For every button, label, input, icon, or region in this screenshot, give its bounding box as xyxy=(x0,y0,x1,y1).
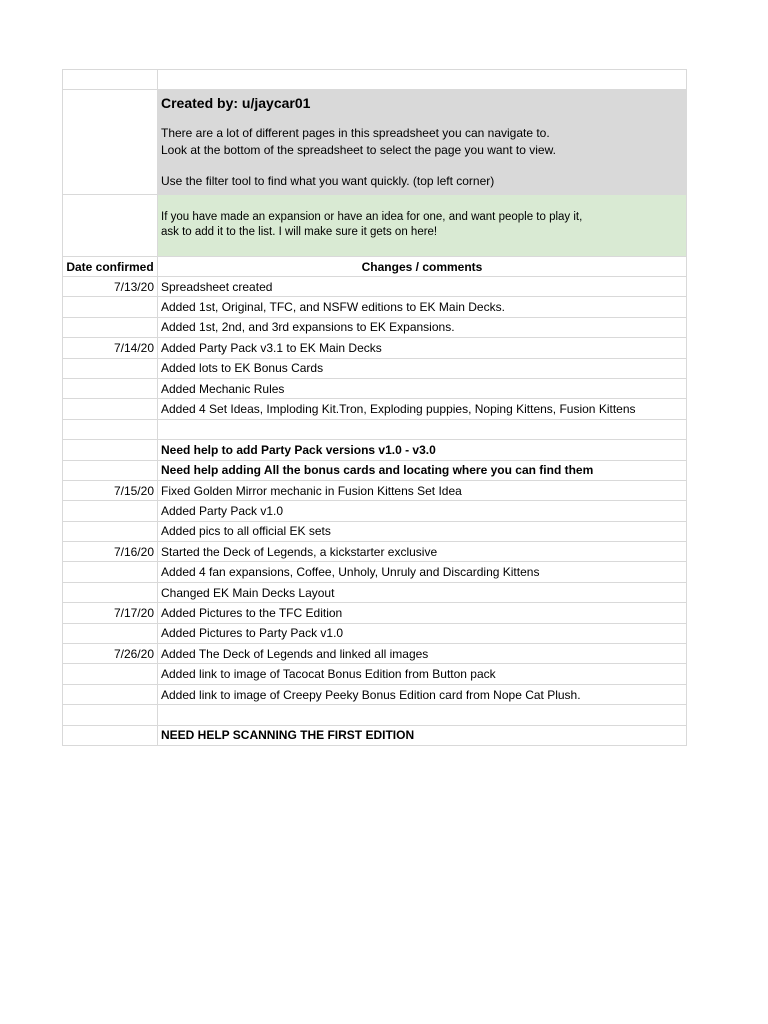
date-cell[interactable] xyxy=(63,379,158,398)
change-cell[interactable] xyxy=(158,420,686,439)
table-row xyxy=(63,522,686,542)
table-row xyxy=(63,705,686,725)
info-cell[interactable] xyxy=(158,90,686,194)
blank-row xyxy=(63,70,686,90)
info-line-3: Use the filter tool to find what you want quickly. (top left corner) xyxy=(161,174,495,188)
date-cell[interactable] xyxy=(63,562,158,581)
table-row xyxy=(63,420,686,440)
change-cell[interactable]: Added Pictures to Party Pack v1.0 xyxy=(161,626,344,641)
date-cell[interactable] xyxy=(63,318,158,337)
spreadsheet-table xyxy=(62,69,687,746)
table-row xyxy=(63,726,686,746)
change-cell[interactable]: Added 1st, Original, TFC, and NSFW editions to EK Main Decks. xyxy=(161,300,505,315)
date-cell[interactable] xyxy=(63,420,158,439)
date-cell[interactable] xyxy=(63,726,158,745)
date-cell[interactable]: 7/26/20 xyxy=(63,644,158,663)
change-cell[interactable]: Added pics to all official EK sets xyxy=(161,524,331,539)
date-cell[interactable] xyxy=(63,685,158,704)
change-cell[interactable]: Spreadsheet created xyxy=(161,279,273,294)
table-row xyxy=(63,359,686,379)
date-cell[interactable] xyxy=(63,461,158,480)
table-row xyxy=(63,297,686,317)
table-row xyxy=(63,562,686,582)
date-cell[interactable]: 7/14/20 xyxy=(63,338,158,357)
change-cell[interactable]: Added 4 fan expansions, Coffee, Unholy, Unruly and Discarding Kittens xyxy=(161,565,540,580)
table-row xyxy=(63,461,686,481)
change-cell[interactable]: Added The Deck of Legends and linked all images xyxy=(161,646,429,661)
table-row xyxy=(63,624,686,644)
header-date-confirmed[interactable]: Date confirmed xyxy=(63,257,158,276)
table-row xyxy=(63,399,686,419)
change-cell[interactable]: Added 1st, 2nd, and 3rd expansions to EK Expansions. xyxy=(161,320,455,335)
change-cell[interactable]: Added Party Pack v3.1 to EK Main Decks xyxy=(161,340,382,355)
table-row xyxy=(63,644,686,664)
notice-line-2: ask to add it to the list. I will make sure it gets on here! xyxy=(161,226,438,238)
change-cell[interactable]: Fixed Golden Mirror mechanic in Fusion Kittens Set Idea xyxy=(161,483,462,498)
date-cell[interactable] xyxy=(63,297,158,316)
change-cell[interactable] xyxy=(158,705,686,724)
change-cell[interactable]: Added Mechanic Rules xyxy=(161,381,285,396)
change-cell[interactable]: Changed EK Main Decks Layout xyxy=(161,585,335,600)
date-cell[interactable] xyxy=(63,440,158,459)
date-cell[interactable] xyxy=(63,522,158,541)
creator-title: Created by: u/jaycar01 xyxy=(161,95,311,111)
table-row xyxy=(63,338,686,358)
notice-cell[interactable] xyxy=(158,195,686,256)
info-line-1: There are a lot of different pages in this spreadsheet you can navigate to. xyxy=(161,126,550,140)
cell-main[interactable] xyxy=(158,70,686,89)
date-cell[interactable]: 7/13/20 xyxy=(63,277,158,296)
change-cell[interactable]: Need help to add Party Pack versions v1.0 - v3.0 xyxy=(161,442,436,457)
header-row xyxy=(63,257,686,277)
table-row xyxy=(63,379,686,399)
change-cell[interactable]: NEED HELP SCANNING THE FIRST EDITION xyxy=(161,728,415,743)
change-cell[interactable]: Added link to image of Creepy Peeky Bonus Edition card from Nope Cat Plush. xyxy=(161,687,581,702)
change-cell[interactable]: Added Pictures to the TFC Edition xyxy=(161,605,343,620)
notice-line-1: If you have made an expansion or have an idea for one, and want people to play it, xyxy=(161,211,583,223)
change-cell[interactable]: Started the Deck of Legends, a kickstarter exclusive xyxy=(161,544,438,559)
info-line-2: Look at the bottom of the spreadsheet to select the page you want to view. xyxy=(161,143,556,157)
date-cell[interactable] xyxy=(63,624,158,643)
table-row xyxy=(63,440,686,460)
change-cell[interactable]: Added 4 Set Ideas, Imploding Kit.Tron, Exploding puppies, Noping Kittens, Fusion Kittens xyxy=(161,402,636,417)
info-row xyxy=(63,90,686,195)
date-cell[interactable] xyxy=(63,664,158,683)
table-row xyxy=(63,542,686,562)
change-cell[interactable]: Added lots to EK Bonus Cards xyxy=(161,361,324,376)
table-row xyxy=(63,277,686,297)
change-cell[interactable]: Added Party Pack v1.0 xyxy=(161,503,284,518)
table-row xyxy=(63,501,686,521)
date-cell[interactable] xyxy=(63,705,158,724)
table-row xyxy=(63,664,686,684)
changelog-rows xyxy=(63,277,686,746)
date-cell[interactable]: 7/16/20 xyxy=(63,542,158,561)
cell-date[interactable] xyxy=(63,90,158,194)
date-cell[interactable] xyxy=(63,501,158,520)
cell-date[interactable] xyxy=(63,70,158,89)
table-row xyxy=(63,603,686,623)
table-row xyxy=(63,318,686,338)
table-row xyxy=(63,481,686,501)
date-cell[interactable]: 7/15/20 xyxy=(63,481,158,500)
table-row xyxy=(63,583,686,603)
header-changes-comments[interactable]: Changes / comments xyxy=(361,259,483,274)
change-cell[interactable]: Added link to image of Tacocat Bonus Edition from Button pack xyxy=(161,667,496,682)
table-row xyxy=(63,685,686,705)
date-cell[interactable]: 7/17/20 xyxy=(63,603,158,622)
date-cell[interactable] xyxy=(63,399,158,418)
change-cell[interactable]: Need help adding All the bonus cards and locating where you can find them xyxy=(161,463,594,478)
notice-row xyxy=(63,195,686,257)
date-cell[interactable] xyxy=(63,583,158,602)
cell-date[interactable] xyxy=(63,195,158,256)
date-cell[interactable] xyxy=(63,359,158,378)
